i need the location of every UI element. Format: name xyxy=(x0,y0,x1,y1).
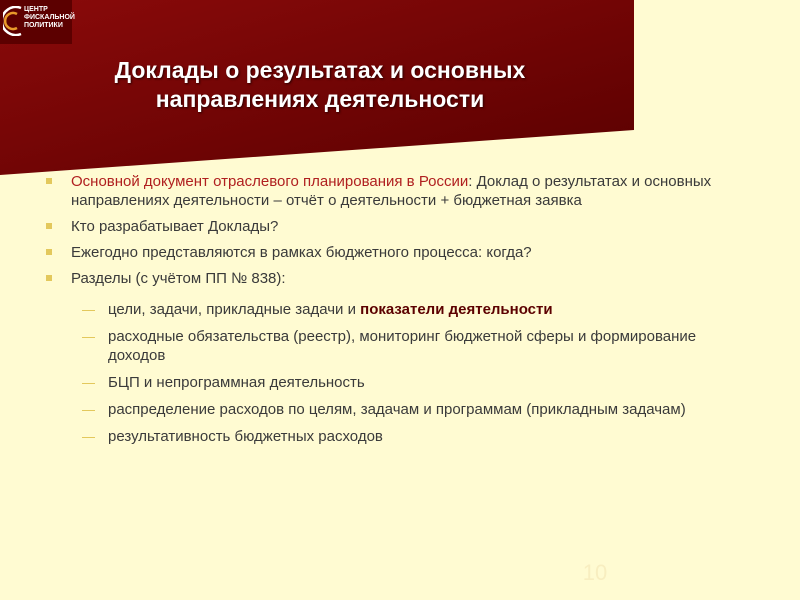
sub-bullet-item xyxy=(44,373,744,392)
logo xyxy=(0,0,75,44)
bullet-text: Кто разрабатывает Доклады? xyxy=(71,218,279,235)
sub-bullet-text: распределение расходов по целям, задачам и программам (прикладным задачам) xyxy=(108,401,686,418)
sub-bullet-item xyxy=(44,327,744,365)
emphasized-text: показатели деятельности xyxy=(360,301,553,318)
logo-line: ФИСКАЛЬНОЙ xyxy=(24,14,75,21)
dash-bullet-icon xyxy=(82,337,95,338)
logo-emblem-icon xyxy=(3,6,23,36)
bullet-text: : Доклад о результатах и основных направлениях деятельности – отчёт о деятельности + бюджетная заявка xyxy=(71,173,712,209)
slide-title-line: Доклады о результатах и основных xyxy=(114,57,526,83)
dash-bullet-icon xyxy=(82,383,95,384)
dash-bullet-icon xyxy=(82,437,95,438)
square-bullet-icon xyxy=(46,223,52,229)
sub-bullet-text: БЦП и непрограммная деятельность xyxy=(108,374,365,391)
bullet-item xyxy=(44,217,744,236)
bullet-item xyxy=(44,172,744,210)
sub-bullet-item xyxy=(44,300,744,319)
bullet-item xyxy=(44,243,744,262)
sub-bullet-text: результативность бюджетных расходов xyxy=(108,428,383,445)
bullet-text: Ежегодно представляются в рамках бюджетного процесса: когда? xyxy=(71,244,532,261)
dash-bullet-icon xyxy=(82,310,95,311)
sub-bullet-text: расходные обязательства (реестр), мониторинг бюджетной сферы и формирование доходов xyxy=(108,328,697,364)
sub-bullet-item xyxy=(44,400,744,419)
square-bullet-icon xyxy=(46,275,52,281)
highlighted-text: Основной документ отраслевого планирования в России xyxy=(71,173,469,190)
square-bullet-icon xyxy=(46,178,52,184)
square-bullet-icon xyxy=(46,249,52,255)
slide-content xyxy=(44,172,744,454)
bullet-item xyxy=(44,269,744,288)
sub-bullet-text: цели, задачи, прикладные задачи и xyxy=(108,301,361,318)
sub-bullet-item xyxy=(44,427,744,446)
logo-line: ЦЕНТР xyxy=(24,6,48,13)
bullet-text: Разделы (с учётом ПП № 838): xyxy=(71,270,286,287)
page-number: 10 xyxy=(582,560,608,585)
logo-line: ПОЛИТИКИ xyxy=(24,22,63,29)
logo-text xyxy=(24,6,75,30)
dash-bullet-icon xyxy=(82,410,95,411)
slide-title-line: направлениях деятельности xyxy=(155,86,485,112)
slide-title xyxy=(50,56,590,114)
